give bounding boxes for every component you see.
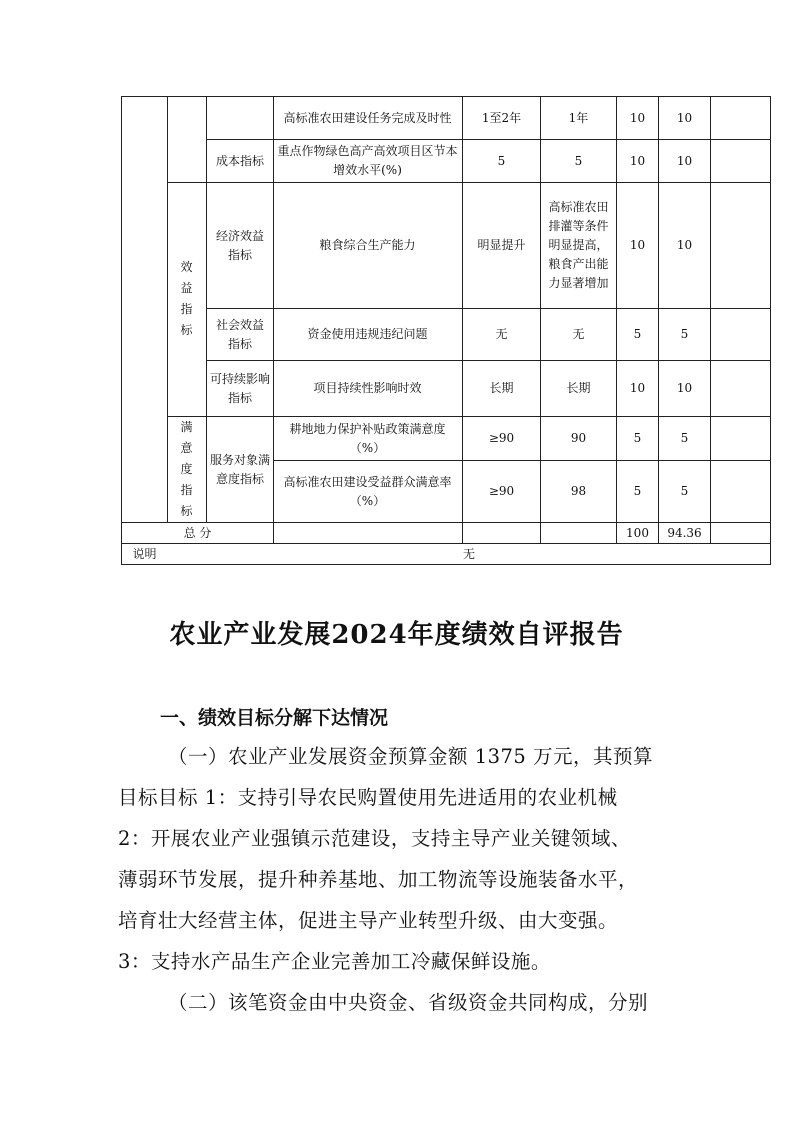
table-cell: 高标准农田排灌等条件明显提高，粮食产出能力显著增加 bbox=[548, 200, 609, 290]
table-cell: 重点作物绿色高产高效项目区节本增效水平(%) bbox=[277, 144, 458, 177]
group-satisfaction-label: 满意度指标 bbox=[180, 419, 193, 518]
table-cell: 10 bbox=[629, 381, 646, 395]
table-cell: 无 bbox=[495, 327, 508, 341]
group-satisfaction-cell bbox=[167, 416, 206, 522]
table-cell: 长期 bbox=[566, 381, 591, 395]
body-line: （二）该笔资金由中央资金、省级资金共同构成，分别 bbox=[168, 991, 649, 1014]
performance-table bbox=[121, 96, 771, 565]
table-cell: 无 bbox=[572, 327, 585, 341]
table-cell: 社会效益指标 bbox=[216, 317, 265, 351]
table-cell: 10 bbox=[676, 110, 693, 125]
note-label: 说明 bbox=[132, 546, 157, 561]
table-cell: ≥90 bbox=[488, 484, 515, 498]
table-cell: 5 bbox=[497, 153, 506, 168]
table-cell: 5 bbox=[633, 327, 642, 341]
table-cell: 10 bbox=[629, 153, 646, 168]
table-cell: 高标准农田建设任务完成及时性 bbox=[283, 110, 452, 125]
group-benefit-cell bbox=[167, 182, 206, 416]
table-cell: 1年 bbox=[568, 110, 589, 125]
table-cell: 5 bbox=[633, 431, 642, 445]
table-cell: 服务对象满意度指标 bbox=[210, 452, 271, 486]
table-cell: 5 bbox=[633, 484, 642, 498]
table-rule bbox=[121, 564, 771, 565]
table-cell: 10 bbox=[676, 381, 693, 395]
note-value: 无 bbox=[462, 546, 475, 561]
table-cell: 10 bbox=[629, 110, 646, 125]
report-title: 农业产业发展2024年度绩效自评报告 bbox=[169, 620, 624, 650]
section-heading: 一、绩效目标分解下达情况 bbox=[160, 707, 389, 729]
table-rule bbox=[710, 96, 711, 543]
body-line: 薄弱环节发展，提升种养基地、加工物流等设施装备水平， bbox=[118, 868, 639, 891]
table-cell: 1至2年 bbox=[481, 110, 522, 125]
table-cell: 可持续影响指标 bbox=[210, 371, 271, 405]
body-line: （一）农业产业发展资金预算金额 1375 万元，其预算 bbox=[168, 745, 654, 768]
body-line: 3：支持水产品生产企业完善加工冷藏保鲜设施。 bbox=[118, 950, 551, 973]
table-cell: 10 bbox=[676, 238, 693, 252]
table-cell: 98 bbox=[570, 484, 587, 498]
body-line: 培育壮大经营主体，促进主导产业转型升级、由大变强。 bbox=[118, 909, 619, 932]
table-cell: 资金使用违规违纪问题 bbox=[307, 327, 428, 341]
table-cell: 成本指标 bbox=[215, 153, 264, 168]
table-cell: 5 bbox=[680, 327, 689, 341]
body-line: 2：开展农业产业强镇示范建设，支持主导产业关键领域、 bbox=[118, 827, 631, 850]
table-rule bbox=[273, 96, 274, 543]
table-cell: 90 bbox=[570, 431, 587, 445]
table-rule bbox=[121, 96, 122, 565]
total-score-standard: 100 bbox=[626, 525, 649, 540]
table-cell: 高标准农田建设受益群众满意率（%） bbox=[283, 474, 452, 508]
table-cell: ≥90 bbox=[488, 431, 515, 445]
table-rule bbox=[770, 96, 771, 565]
table-cell: 5 bbox=[680, 484, 689, 498]
table-cell: 10 bbox=[676, 153, 693, 168]
table-cell: 项目持续性影响时效 bbox=[313, 381, 422, 395]
table-cell: 5 bbox=[680, 431, 689, 445]
total-score-actual: 94.36 bbox=[667, 525, 702, 540]
table-cell: 10 bbox=[629, 238, 646, 252]
table-cell: 5 bbox=[574, 153, 583, 168]
total-label: 总 分 bbox=[183, 525, 212, 540]
table-cell: 粮食综合生产能力 bbox=[319, 238, 416, 252]
table-cell: 长期 bbox=[489, 381, 514, 395]
table-cell: 明显提升 bbox=[477, 238, 526, 252]
body-line: 目标目标 1：支持引导农民购置使用先进适用的农业机械 bbox=[118, 786, 618, 809]
group-benefit-label: 效益指标 bbox=[180, 260, 193, 337]
table-cell: 耕地地力保护补贴政策满意度（%） bbox=[289, 421, 446, 455]
table-cell: 经济效益指标 bbox=[216, 228, 265, 262]
